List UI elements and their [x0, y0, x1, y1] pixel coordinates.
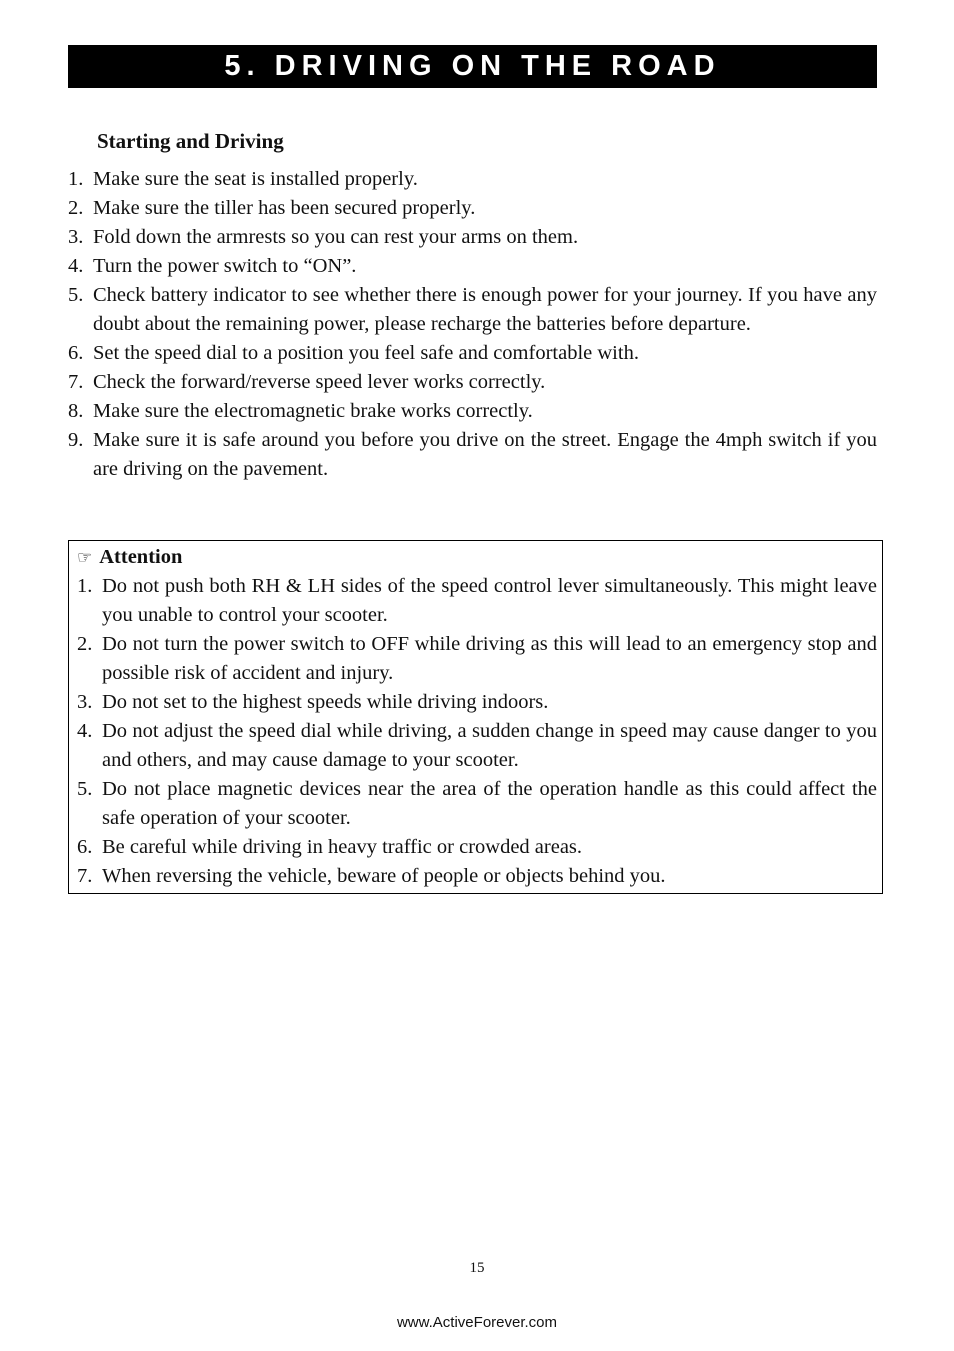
- attention-box: [68, 540, 883, 894]
- item-number: 4.: [68, 255, 84, 277]
- item-number: 6.: [68, 342, 84, 364]
- footer-url: www.ActiveForever.com: [396, 1314, 558, 1331]
- item-number: 6.: [77, 836, 93, 858]
- list-item: [77, 630, 877, 688]
- list-item: [68, 252, 877, 281]
- item-text: Do not turn the power switch to OFF while driving as this will lead to an emergency stop and possible risk of accident and injury.: [102, 633, 877, 684]
- item-text: Make sure the seat is installed properly.: [93, 168, 418, 190]
- item-number: 3.: [77, 691, 93, 713]
- item-number: 5.: [68, 284, 84, 306]
- item-number: 1.: [77, 575, 93, 597]
- pointing-hand-icon: ☞: [77, 548, 93, 567]
- item-text: Do not place magnetic devices near the area of the operation handle as this could affect the safe operation of your scooter.: [102, 778, 877, 829]
- section-heading: Starting and Driving: [97, 129, 284, 153]
- steps-list: [68, 165, 877, 484]
- item-number: 1.: [68, 168, 84, 190]
- item-text: Set the speed dial to a position you feel safe and comfortable with.: [93, 342, 639, 364]
- attention-heading: [77, 543, 182, 572]
- list-item: [77, 688, 877, 717]
- item-text: Turn the power switch to “ON”.: [93, 255, 357, 277]
- chapter-title-bar: [68, 45, 877, 88]
- item-text: Check battery indicator to see whether there is enough power for your journey. If you have any doubt about the remaining power, please recharge the batteries before departure.: [93, 284, 877, 335]
- item-text: Fold down the armrests so you can rest your arms on them.: [93, 226, 579, 248]
- item-text: Make sure it is safe around you before you drive on the street. Engage the 4mph switch if you are driving on the pavement.: [93, 429, 877, 480]
- item-text: Make sure the electromagnetic brake works correctly.: [93, 400, 533, 422]
- item-text: Do not push both RH & LH sides of the speed control lever simultaneously. This might leave you unable to control your scooter.: [102, 575, 877, 626]
- list-item: [68, 339, 877, 368]
- item-text: When reversing the vehicle, beware of people or objects behind you.: [102, 865, 666, 887]
- item-number: 3.: [68, 226, 84, 248]
- chapter-title: 5. DRIVING ON THE ROAD: [224, 50, 721, 82]
- list-item: [77, 775, 877, 833]
- item-number: 7.: [77, 865, 93, 887]
- item-number: 9.: [68, 429, 84, 451]
- page-number: 15: [469, 1260, 485, 1276]
- attention-list: [77, 572, 877, 891]
- item-number: 2.: [68, 197, 84, 219]
- list-item: [77, 572, 877, 630]
- item-text: Do not set to the highest speeds while driving indoors.: [102, 691, 549, 713]
- list-item: [68, 223, 877, 252]
- list-item: [68, 368, 877, 397]
- attention-label: Attention: [99, 546, 183, 568]
- item-text: Be careful while driving in heavy traffic or crowded areas.: [102, 836, 583, 858]
- list-item: [77, 833, 877, 862]
- item-text: Make sure the tiller has been secured properly.: [93, 197, 476, 219]
- list-item: [68, 165, 877, 194]
- item-text: Check the forward/reverse speed lever works correctly.: [93, 371, 546, 393]
- item-number: 7.: [68, 371, 84, 393]
- list-item: [68, 397, 877, 426]
- item-number: 4.: [77, 720, 93, 742]
- item-number: 8.: [68, 400, 84, 422]
- list-item: [68, 426, 877, 484]
- list-item: [77, 717, 877, 775]
- item-number: 2.: [77, 633, 93, 655]
- list-item: [77, 862, 877, 891]
- item-text: Do not adjust the speed dial while driving, a sudden change in speed may cause danger to you and others, and may cause damage to your scooter.: [102, 720, 877, 771]
- item-number: 5.: [77, 778, 93, 800]
- list-item: [68, 281, 877, 339]
- list-item: [68, 194, 877, 223]
